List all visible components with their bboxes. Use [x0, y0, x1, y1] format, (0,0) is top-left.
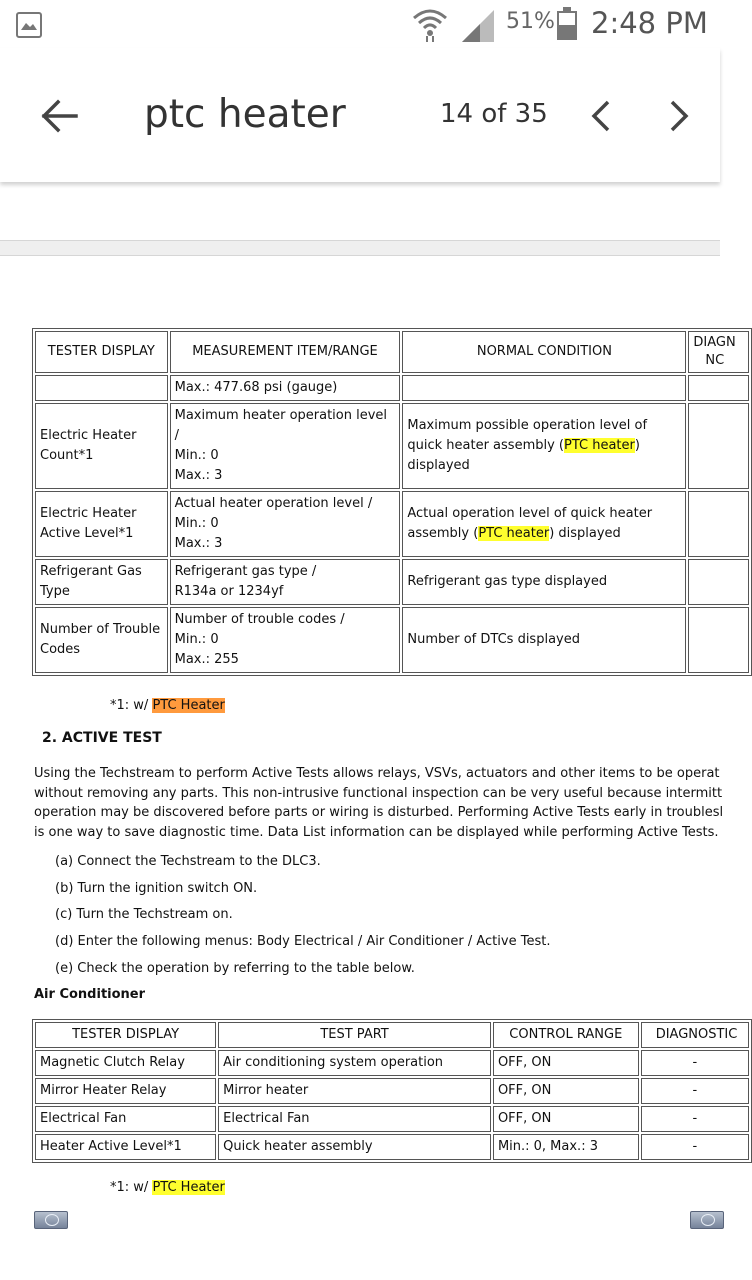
- signal-icon: [460, 8, 496, 42]
- gallery-icon: [16, 12, 42, 38]
- diagnostic-cell: [688, 607, 749, 673]
- diagnostic-cell: [688, 403, 749, 489]
- diagnostic-cell: [688, 491, 749, 557]
- search-highlight: PTC Heater: [152, 1180, 225, 1195]
- range-line: Maximum heater operation level /: [174, 408, 388, 443]
- table-row: [35, 491, 749, 557]
- condition-text: ) displayed: [549, 526, 621, 541]
- page-header-strip: [0, 182, 720, 274]
- test-part-cell: Mirror heater: [218, 1078, 491, 1104]
- range-cell: [170, 375, 401, 401]
- table-row: [35, 375, 749, 401]
- table-row: [35, 607, 749, 673]
- logo-icon: [45, 1214, 59, 1226]
- header-cell: TEST PART: [218, 1022, 491, 1048]
- range-cell: [170, 559, 401, 605]
- diagnostic-cell: -: [641, 1134, 749, 1160]
- header-cell: TESTER DISPLAY: [35, 1022, 216, 1048]
- procedure-step: (a) Connect the Techstream to the DLC3.: [55, 854, 321, 869]
- procedure-step: (b) Turn the ignition switch ON.: [55, 881, 258, 896]
- document-page[interactable]: [0, 274, 738, 1280]
- control-range-cell: OFF, ON: [493, 1050, 639, 1076]
- test-part-cell: Electrical Fan: [218, 1106, 491, 1132]
- table-row: [35, 1050, 749, 1076]
- data-list-table: [32, 328, 752, 676]
- range-cell: [170, 607, 401, 673]
- range-line: Min.: 0: [174, 632, 219, 647]
- diagnostic-cell: -: [641, 1050, 749, 1076]
- condition-cell: [402, 375, 686, 401]
- find-in-page-bar: [0, 48, 720, 182]
- active-test-table: [32, 1019, 752, 1163]
- paragraph-line: Using the Techstream to perform Active Tests allows relays, VSVs, actuators and other items to be operat: [34, 766, 720, 781]
- search-query[interactable]: ptc heater: [144, 92, 346, 137]
- footnote: [110, 698, 225, 713]
- current-search-highlight: PTC Heater: [152, 698, 225, 713]
- tester-display-cell: [35, 375, 168, 401]
- tester-display-cell: Heater Active Level*1: [35, 1134, 216, 1160]
- procedure-step: (d) Enter the following menus: Body Electrical / Air Conditioner / Active Test.: [55, 934, 551, 949]
- header-cell: DIAGNOSTIC: [641, 1022, 749, 1048]
- tester-display-cell: Electrical Fan: [35, 1106, 216, 1132]
- paragraph-line: without removing any parts. This non-intrusive functional inspection can be very useful because intermitt: [34, 785, 723, 801]
- condition-cell: Refrigerant gas type displayed: [402, 559, 686, 605]
- table-row: [35, 403, 749, 489]
- diagnostic-cell: -: [641, 1106, 749, 1132]
- header-cell: TESTER DISPLAY: [35, 331, 168, 373]
- search-highlight: PTC heater: [478, 526, 550, 541]
- header-cell: CONTROL RANGE: [493, 1022, 639, 1048]
- diagnostic-cell: -: [641, 1078, 749, 1104]
- battery-percent: 51%: [506, 9, 555, 34]
- range-line: Max.: 255: [174, 652, 239, 667]
- table-row: [35, 559, 749, 605]
- table-row: [35, 1106, 749, 1132]
- paragraph-line: operation may be discovered before parts or wiring is disturbed. Performing Active Tests early in troublesl: [34, 805, 724, 820]
- range-line: Min.: 0: [174, 448, 219, 463]
- wifi-icon: [412, 6, 448, 42]
- table-header-row: [35, 1022, 749, 1048]
- logo-icon: [701, 1214, 715, 1226]
- tester-display-cell: Mirror Heater Relay: [35, 1078, 216, 1104]
- range-line: Number of trouble codes /: [174, 612, 345, 627]
- arrow-left-icon[interactable]: [40, 98, 80, 134]
- header-cell: NORMAL CONDITION: [402, 331, 686, 373]
- diagnostic-cell: [688, 559, 749, 605]
- search-highlight: PTC heater: [564, 438, 635, 453]
- header-text: DIAGN: [693, 335, 736, 350]
- tester-display-cell: Refrigerant Gas Type: [35, 559, 168, 605]
- range-line: Max.: 3: [174, 536, 223, 551]
- tester-display-cell: Number of Trouble Codes: [35, 607, 168, 673]
- condition-text: Actual operation level of quick heater assembly (: [407, 506, 653, 541]
- footnote-text: *1: w/: [110, 698, 153, 713]
- control-range-cell: OFF, ON: [493, 1078, 639, 1104]
- clock: 2:48 PM: [591, 6, 708, 40]
- range-cell: [170, 491, 401, 557]
- range-line: Refrigerant gas type /: [174, 564, 317, 579]
- condition-cell: Number of DTCs displayed: [402, 607, 686, 673]
- condition-text: Maximum possible operation level of quick heater assembly (: [407, 418, 648, 453]
- section-heading: 2. ACTIVE TEST: [42, 730, 162, 746]
- control-range-cell: Min.: 0, Max.: 3: [493, 1134, 639, 1160]
- range-line: Max.: 3: [174, 468, 223, 483]
- tester-display-cell: Electric Heater Active Level*1: [35, 491, 168, 557]
- table-header-row: [35, 331, 749, 373]
- range-line: R134a or 1234yf: [174, 584, 284, 599]
- test-part-cell: Quick heater assembly: [218, 1134, 491, 1160]
- status-bar: [0, 0, 720, 48]
- subheading: Air Conditioner: [34, 987, 146, 1002]
- header-text: NC: [705, 353, 725, 368]
- range-line: Actual heater operation level /: [174, 496, 373, 511]
- range-cell: [170, 403, 401, 489]
- tester-display-cell: Magnetic Clutch Relay: [35, 1050, 216, 1076]
- next-page-button[interactable]: [690, 1211, 724, 1229]
- section-paragraph: [34, 764, 734, 842]
- tester-display-cell: Electric Heater Count*1: [35, 403, 168, 489]
- footnote: [110, 1180, 225, 1195]
- table-row: [35, 1134, 749, 1160]
- previous-page-button[interactable]: [34, 1211, 68, 1229]
- control-range-cell: OFF, ON: [493, 1106, 639, 1132]
- procedure-step: (c) Turn the Techstream on.: [55, 907, 233, 922]
- paragraph-line: is one way to save diagnostic time. Data List information can be displayed while performing Active Tests.: [34, 824, 719, 840]
- condition-cell: [402, 403, 686, 489]
- range-line: Min.: 0: [174, 516, 219, 531]
- test-part-cell: Air conditioning system operation: [218, 1050, 491, 1076]
- divider: [0, 240, 720, 256]
- condition-text: ) displayed: [407, 438, 640, 473]
- match-count: 14 of 35: [440, 99, 548, 129]
- chevron-right-icon[interactable]: [666, 98, 694, 134]
- footnote-text: *1: w/: [110, 1180, 153, 1195]
- table-row: [35, 1078, 749, 1104]
- header-cell: [688, 331, 749, 373]
- diagnostic-cell: [688, 375, 749, 401]
- chevron-left-icon[interactable]: [586, 98, 614, 134]
- range-line: Max.: 477.68 psi (gauge): [174, 380, 338, 395]
- condition-cell: [402, 491, 686, 557]
- battery-icon: [557, 7, 577, 40]
- procedure-step: (e) Check the operation by referring to the table below.: [55, 961, 415, 976]
- header-cell: MEASUREMENT ITEM/RANGE: [170, 331, 401, 373]
